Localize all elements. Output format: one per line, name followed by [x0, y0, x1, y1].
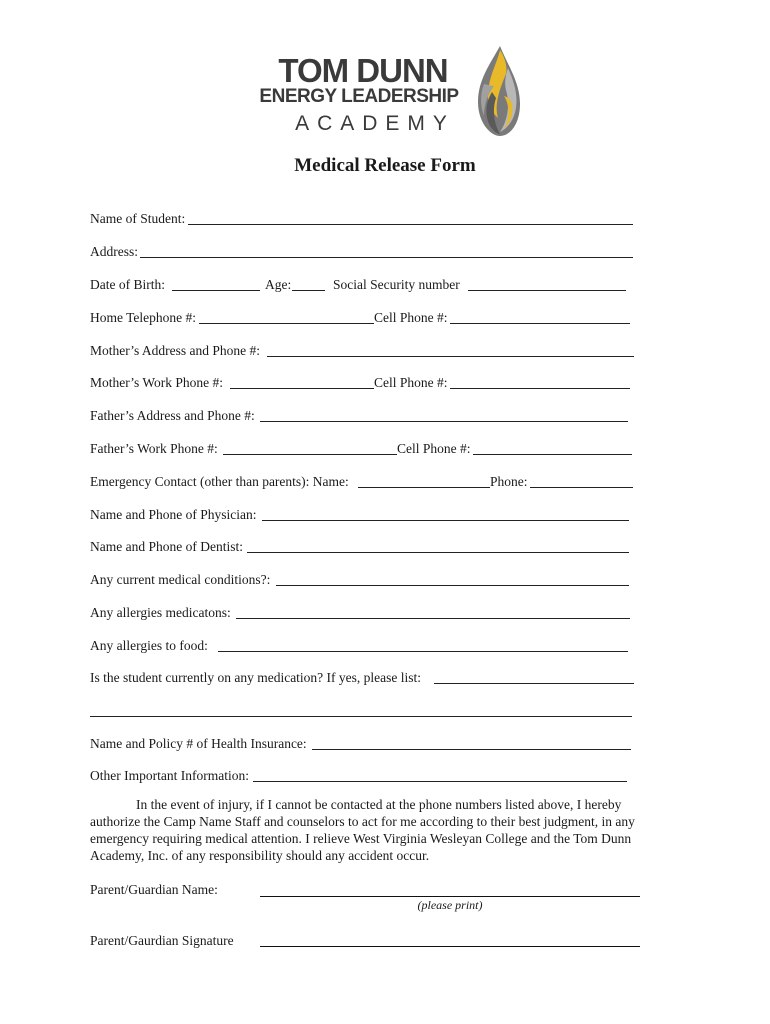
date-of-birth-label: Date of Birth:	[90, 277, 165, 292]
insurance-label: Name and Policy # of Health Insurance:	[90, 736, 307, 751]
fathers-cell-phone-label: Cell Phone #:	[397, 441, 471, 456]
field-row-home-telephone	[90, 308, 635, 328]
allergies-medications-input[interactable]	[236, 618, 630, 619]
page-title: Medical Release Form	[294, 155, 476, 176]
field-row-emergency-contact	[90, 472, 635, 492]
fathers-cell-phone-input[interactable]	[473, 454, 632, 455]
medication-continued-input[interactable]	[90, 716, 632, 717]
emergency-phone-label: Phone:	[490, 474, 528, 489]
dentist-label: Name and Phone of Dentist:	[90, 539, 243, 554]
guardian-signature-input[interactable]	[260, 946, 640, 947]
physician-label: Name and Phone of Physician:	[90, 507, 257, 522]
age-label: Age:	[265, 277, 292, 292]
flame-icon	[470, 44, 526, 138]
mothers-work-phone-input[interactable]	[230, 388, 374, 389]
field-row-medication	[90, 668, 638, 688]
cell-phone-input[interactable]	[450, 323, 630, 324]
field-row-medical-conditions	[90, 570, 635, 590]
fathers-work-phone-label: Father’s Work Phone #:	[90, 441, 218, 456]
medical-conditions-input[interactable]	[276, 585, 629, 586]
emergency-contact-name-input[interactable]	[358, 487, 490, 488]
dentist-input[interactable]	[247, 552, 629, 553]
fathers-work-phone-input[interactable]	[223, 454, 397, 455]
field-row-insurance	[90, 734, 635, 754]
fathers-address-label: Father’s Address and Phone #:	[90, 408, 255, 423]
mothers-cell-phone-label: Cell Phone #:	[374, 375, 448, 390]
home-telephone-input[interactable]	[199, 323, 374, 324]
please-print-hint: (please print)	[417, 898, 483, 912]
field-row-address	[90, 242, 635, 262]
allergies-food-input[interactable]	[218, 651, 628, 652]
field-row-mothers-work-phone	[90, 373, 635, 393]
mothers-address-label: Mother’s Address and Phone #:	[90, 343, 260, 358]
allergies-food-label: Any allergies to food:	[90, 638, 208, 653]
logo-line-energy-leadership: ENERGY LEADERSHIP	[259, 86, 459, 107]
field-row-physician	[90, 505, 635, 525]
field-row-dentist	[90, 537, 635, 557]
name-of-student-label: Name of Student:	[90, 211, 186, 226]
field-row-other-info	[90, 766, 635, 786]
other-info-label: Other Important Information:	[90, 768, 249, 783]
field-row-fathers-address	[90, 406, 635, 426]
allergies-medications-label: Any allergies medicatons:	[90, 605, 231, 620]
field-row-mothers-address	[90, 341, 635, 361]
logo-line-academy: ACADEMY	[295, 112, 455, 135]
date-of-birth-input[interactable]	[172, 290, 260, 291]
ssn-input[interactable]	[468, 290, 626, 291]
address-input[interactable]	[140, 257, 633, 258]
medical-conditions-label: Any current medical conditions?:	[90, 572, 271, 587]
guardian-signature-label: Parent/Gaurdian Signature	[90, 933, 234, 948]
address-label: Address:	[90, 244, 138, 259]
mothers-work-phone-label: Mother’s Work Phone #:	[90, 375, 224, 390]
field-row-fathers-work-phone	[90, 439, 635, 459]
field-row-dob-age-ssn	[90, 275, 635, 295]
field-row-allergies-food	[90, 636, 635, 656]
age-input[interactable]	[292, 290, 325, 291]
guardian-name-label: Parent/Guardian Name:	[90, 882, 218, 897]
emergency-contact-label: Emergency Contact (other than parents): Name:	[90, 474, 349, 489]
medication-input[interactable]	[434, 683, 634, 684]
logo-line-tom-dunn: TOM DUNN	[278, 52, 448, 89]
fathers-address-input[interactable]	[260, 421, 628, 422]
academy-logo	[248, 44, 534, 144]
insurance-input[interactable]	[312, 749, 631, 750]
mothers-cell-phone-input[interactable]	[450, 388, 630, 389]
cell-phone-label: Cell Phone #:	[374, 310, 448, 325]
physician-input[interactable]	[262, 520, 629, 521]
field-row-name-of-student	[90, 209, 635, 229]
home-telephone-label: Home Telephone #:	[90, 310, 197, 325]
field-row-allergies-medications	[90, 603, 635, 623]
medication-label: Is the student currently on any medication? If yes, please list:	[90, 670, 422, 685]
ssn-label: Social Security number	[333, 277, 460, 292]
emergency-phone-input[interactable]	[530, 487, 633, 488]
name-of-student-input[interactable]	[188, 224, 633, 225]
other-info-input[interactable]	[253, 781, 627, 782]
field-row-medication-continued	[90, 701, 635, 721]
guardian-name-input[interactable]	[260, 896, 640, 897]
mothers-address-input[interactable]	[267, 356, 634, 357]
release-paragraph: In the event of injury, if I cannot be contacted at the phone numbers listed above, I hereby authorize the Camp Name Staff and counselors to act for me according to their best judgment, in any emergency requiring medical attention. I relieve West Virginia Wesleyan College and the Tom Dunn Academy, Inc. of any responsibility should any accident occur.	[90, 797, 635, 863]
